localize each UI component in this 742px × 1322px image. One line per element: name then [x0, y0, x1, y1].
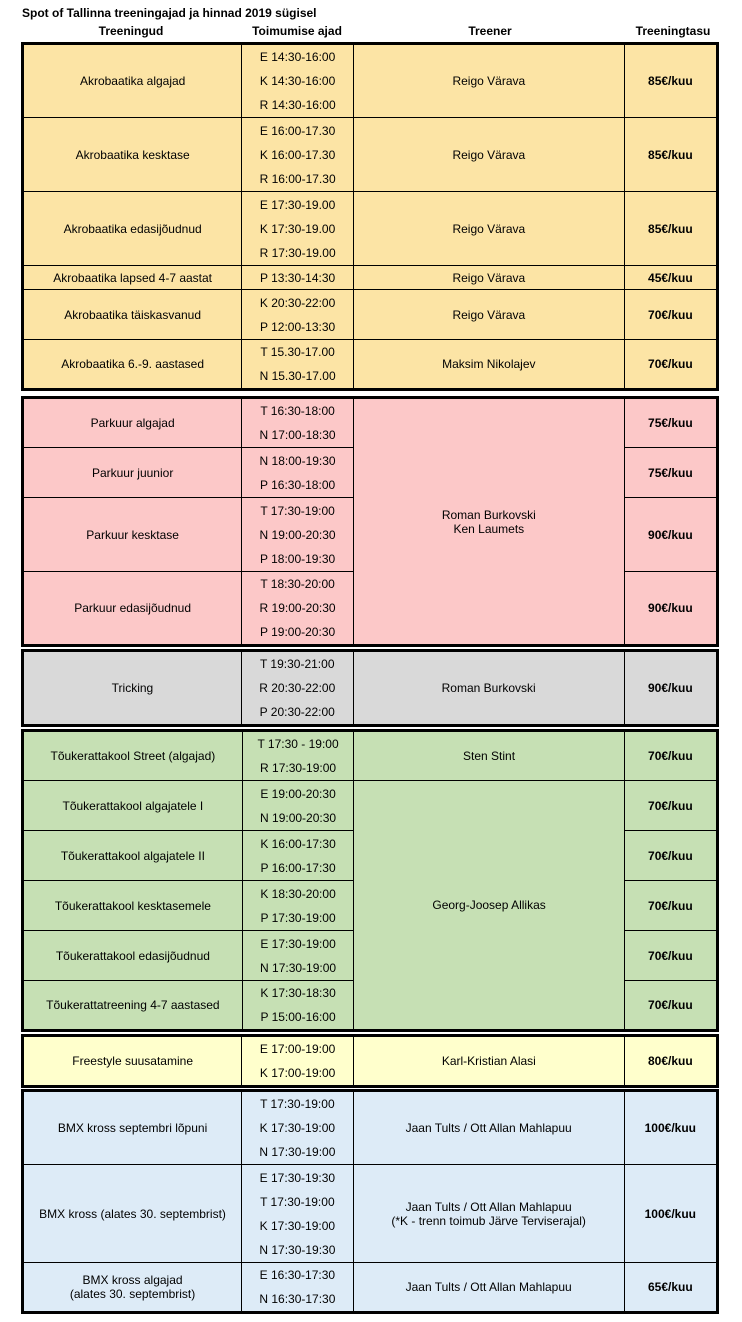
time-slot: T 17:30-19:00	[260, 1097, 335, 1111]
time-slot: P 13:30-14:30	[260, 270, 336, 285]
training-times	[242, 1091, 354, 1165]
training-name: Parkuur edasijõudnud	[23, 572, 242, 646]
training-name: Parkuur algajad	[23, 398, 242, 448]
training-fee: 70€/kuu	[624, 831, 717, 881]
training-times	[242, 448, 354, 498]
time-slot: T 19:30-21:00	[259, 657, 335, 671]
time-slot: N 19:00-20:30	[260, 810, 337, 825]
training-fee: 85€/kuu	[624, 44, 717, 118]
header-treeningud: Treeningud	[98, 24, 164, 38]
coach-name	[353, 290, 624, 340]
time-slot: N 17:30-19:00	[259, 1145, 336, 1159]
time-slot: K 17:30-19:00	[259, 1218, 336, 1233]
table-row	[23, 290, 718, 340]
coach-name	[353, 1036, 624, 1087]
training-name-line: (alates 30. septembrist)	[69, 1287, 196, 1301]
table-row	[23, 398, 718, 448]
time-slot: T 16:30-18:00	[260, 404, 335, 418]
block-tricking	[21, 649, 719, 727]
table-row	[23, 266, 718, 290]
time-slot: K 16:00-17.30	[259, 147, 336, 162]
training-fee: 90€/kuu	[624, 572, 717, 646]
coach-line: Jaan Tults / Ott Allan Mahlapuu	[405, 1121, 572, 1135]
time-slot: R 19:00-20:30	[259, 601, 336, 615]
training-fee: 70€/kuu	[624, 781, 717, 831]
coach-name	[353, 1165, 624, 1263]
training-times	[242, 290, 354, 340]
time-slot: R 17:30-19.00	[259, 245, 336, 260]
training-name: BMX kross septembri lõpuni	[23, 1091, 242, 1165]
training-times	[242, 498, 354, 572]
time-slot: R 17:30-19:00	[260, 761, 337, 775]
time-slot: N 17:30-19:00	[260, 960, 337, 975]
table-row	[23, 118, 718, 192]
header-treeningtasu: Treeningtasu	[635, 24, 711, 38]
time-slot: K 17:30-18:30	[260, 986, 336, 1000]
coach-line: Roman Burkovski	[441, 507, 536, 522]
coach-line: Jaan Tults / Ott Allan Mahlapuu	[405, 1280, 572, 1294]
time-slot: E 17:30-19.00	[259, 197, 336, 212]
time-slot: T 18:30-20:00	[260, 577, 335, 591]
header-treener: Treener	[468, 24, 512, 38]
training-fee: 70€/kuu	[624, 931, 717, 981]
coach-line: Maksim Nikolajev	[442, 357, 536, 371]
time-slot: E 16:00-17.30	[259, 123, 336, 138]
training-times	[241, 651, 353, 726]
training-name: Tõukerattatreening 4-7 aastased	[23, 981, 243, 1031]
coach-line: Sten Stint	[463, 749, 516, 763]
coach-name	[353, 118, 624, 192]
training-fee: 45€/kuu	[624, 266, 717, 290]
coach-line: Ken Laumets	[453, 521, 525, 536]
time-slot: E 17:30-19:30	[259, 1170, 336, 1185]
training-name: BMX kross (alates 30. septembrist)	[23, 1165, 242, 1263]
time-slot: R 20:30-22:00	[259, 681, 336, 695]
coach-name	[353, 651, 624, 726]
training-name: Akrobaatika edasijõudnud	[23, 192, 242, 266]
time-slot: K 16:00-17:30	[260, 836, 336, 851]
training-times	[242, 1036, 354, 1087]
training-name: Tõukerattakool edasijõudnud	[23, 931, 243, 981]
coach-line: (*K - trenn toimub Järve Terviserajal)	[391, 1213, 586, 1228]
time-slot: P 20:30-22:00	[259, 705, 335, 719]
training-fee: 70€/kuu	[624, 290, 717, 340]
training-times	[242, 44, 354, 118]
coach-name	[354, 781, 624, 1031]
training-times	[242, 1165, 354, 1263]
training-name: Akrobaatika täiskasvanud	[23, 290, 242, 340]
training-times	[242, 881, 354, 931]
table-row	[23, 1263, 718, 1313]
training-times	[242, 266, 354, 290]
time-slot: T 17:30-19:00	[260, 1194, 335, 1209]
training-fee: 80€/kuu	[624, 1036, 717, 1087]
training-fee: 70€/kuu	[624, 881, 717, 931]
training-times	[242, 572, 354, 646]
training-name	[23, 1263, 242, 1313]
time-slot: E 14:30-16:00	[259, 50, 336, 64]
block-freestyle	[21, 1034, 719, 1088]
coach-name	[353, 340, 624, 390]
training-name: Akrobaatika algajad	[23, 44, 242, 118]
coach-name	[353, 192, 624, 266]
coach-line: Reigo Värava	[452, 270, 526, 285]
training-fee: 70€/kuu	[624, 340, 717, 390]
training-name: Tõukerattakool kesktasemele	[23, 881, 243, 931]
training-name: Tõukerattakool algajatele II	[23, 831, 243, 881]
training-fee: 70€/kuu	[624, 731, 717, 781]
time-slot: N 15.30-17.00	[259, 369, 336, 383]
training-times	[242, 398, 354, 448]
training-fee: 100€/kuu	[624, 1165, 717, 1263]
training-fee: 75€/kuu	[624, 398, 717, 448]
coach-name	[353, 1263, 624, 1313]
training-fee: 75€/kuu	[624, 448, 717, 498]
time-slot: K 18:30-20:00	[260, 886, 336, 901]
time-slot: T 17:30-19:00	[260, 503, 335, 518]
block-akrobaatika	[21, 42, 719, 391]
time-slot: K 17:30-19:00	[259, 1121, 336, 1135]
training-name: Freestyle suusatamine	[23, 1036, 242, 1087]
time-slot: R 14:30-16:00	[259, 98, 336, 112]
training-fee: 90€/kuu	[624, 651, 717, 726]
table-row	[23, 1036, 718, 1087]
coach-name	[354, 731, 624, 781]
coach-name	[353, 266, 624, 290]
time-slot: P 17:30-19:00	[260, 910, 336, 925]
time-slot: N 16:30-17:30	[259, 1292, 336, 1306]
training-fee: 70€/kuu	[624, 981, 717, 1031]
time-slot: E 17:30-19:00	[260, 936, 336, 951]
training-fee: 85€/kuu	[624, 118, 717, 192]
header-toimumise-ajad: Toimumise ajad	[252, 24, 342, 38]
block-parkuur	[21, 396, 719, 647]
training-fee: 90€/kuu	[624, 498, 717, 572]
training-fee: 85€/kuu	[624, 192, 717, 266]
time-slot: P 12:00-13:30	[260, 319, 336, 334]
time-slot: P 19:00-20:30	[259, 625, 336, 639]
training-times	[242, 831, 354, 881]
coach-line: Karl-Kristian Alasi	[441, 1054, 536, 1068]
table-row	[23, 44, 718, 118]
block-bmx	[21, 1089, 719, 1314]
training-name: Akrobaatika lapsed 4-7 aastat	[23, 266, 242, 290]
training-times	[242, 118, 354, 192]
time-slot: K 20:30-22:00	[259, 295, 336, 310]
time-slot: N 18:00-19:30	[259, 453, 336, 468]
training-times	[242, 192, 354, 266]
time-slot: R 16:00-17.30	[259, 171, 336, 186]
training-name-line: BMX kross algajad	[82, 1273, 183, 1287]
table-row	[23, 1091, 718, 1165]
coach-line: Roman Burkovski	[441, 681, 536, 695]
training-times	[242, 981, 354, 1031]
coach-name	[353, 44, 624, 118]
time-slot: P 16:30-18:00	[259, 477, 336, 492]
table-row	[23, 731, 718, 781]
coach-name	[353, 1091, 624, 1165]
table-row	[23, 781, 718, 831]
training-times	[242, 731, 354, 781]
time-slot: N 17:00-18:30	[259, 428, 336, 442]
time-slot: E 17:00-19:00	[259, 1042, 336, 1056]
time-slot: E 19:00-20:30	[260, 786, 336, 801]
time-slot: K 17:30-19.00	[259, 221, 336, 236]
training-name: Tõukerattakool algajatele I	[23, 781, 243, 831]
coach-line: Reigo Värava	[452, 74, 526, 88]
time-slot: N 17:30-19:30	[259, 1242, 336, 1257]
training-name: Parkuur juunior	[23, 448, 242, 498]
training-name: Tricking	[23, 651, 242, 726]
time-slot: K 17:00-19:00	[259, 1066, 336, 1080]
training-fee: 100€/kuu	[624, 1091, 717, 1165]
time-slot: E 16:30-17:30	[259, 1268, 336, 1282]
time-slot: T 17:30 - 19:00	[257, 737, 339, 751]
table-row	[23, 651, 718, 726]
time-slot: P 18:00-19:30	[259, 551, 336, 566]
time-slot: P 16:00-17:30	[260, 860, 336, 875]
table-row	[23, 192, 718, 266]
time-slot: K 14:30-16:00	[259, 74, 336, 88]
page-title: Spot of Tallinna treeningajad ja hinnad 2019 sügisel	[22, 6, 317, 20]
time-slot: P 15:00-16:00	[260, 1010, 336, 1024]
time-slot: T 15.30-17.00	[260, 345, 335, 359]
training-name: Akrobaatika 6.-9. aastased	[23, 340, 242, 390]
time-slot: N 19:00-20:30	[259, 527, 336, 542]
coach-line: Reigo Värava	[452, 147, 526, 162]
training-times	[242, 1263, 354, 1313]
training-name: Akrobaatika kesktase	[23, 118, 242, 192]
training-fee: 65€/kuu	[624, 1263, 717, 1313]
coach-line: Jaan Tults / Ott Allan Mahlapuu	[405, 1199, 572, 1214]
table-row	[23, 340, 718, 390]
table-row	[23, 1165, 718, 1263]
training-times	[242, 781, 354, 831]
training-times	[242, 931, 354, 981]
block-toukeratas	[21, 729, 719, 1032]
training-times	[242, 340, 354, 390]
coach-line: Reigo Värava	[452, 221, 526, 236]
coach-line: Reigo Värava	[452, 307, 526, 322]
training-name: Parkuur kesktase	[23, 498, 242, 572]
coach-name	[353, 398, 624, 646]
coach-line: Georg-Joosep Allikas	[432, 898, 546, 912]
training-name: Tõukerattakool Street (algajad)	[23, 731, 243, 781]
